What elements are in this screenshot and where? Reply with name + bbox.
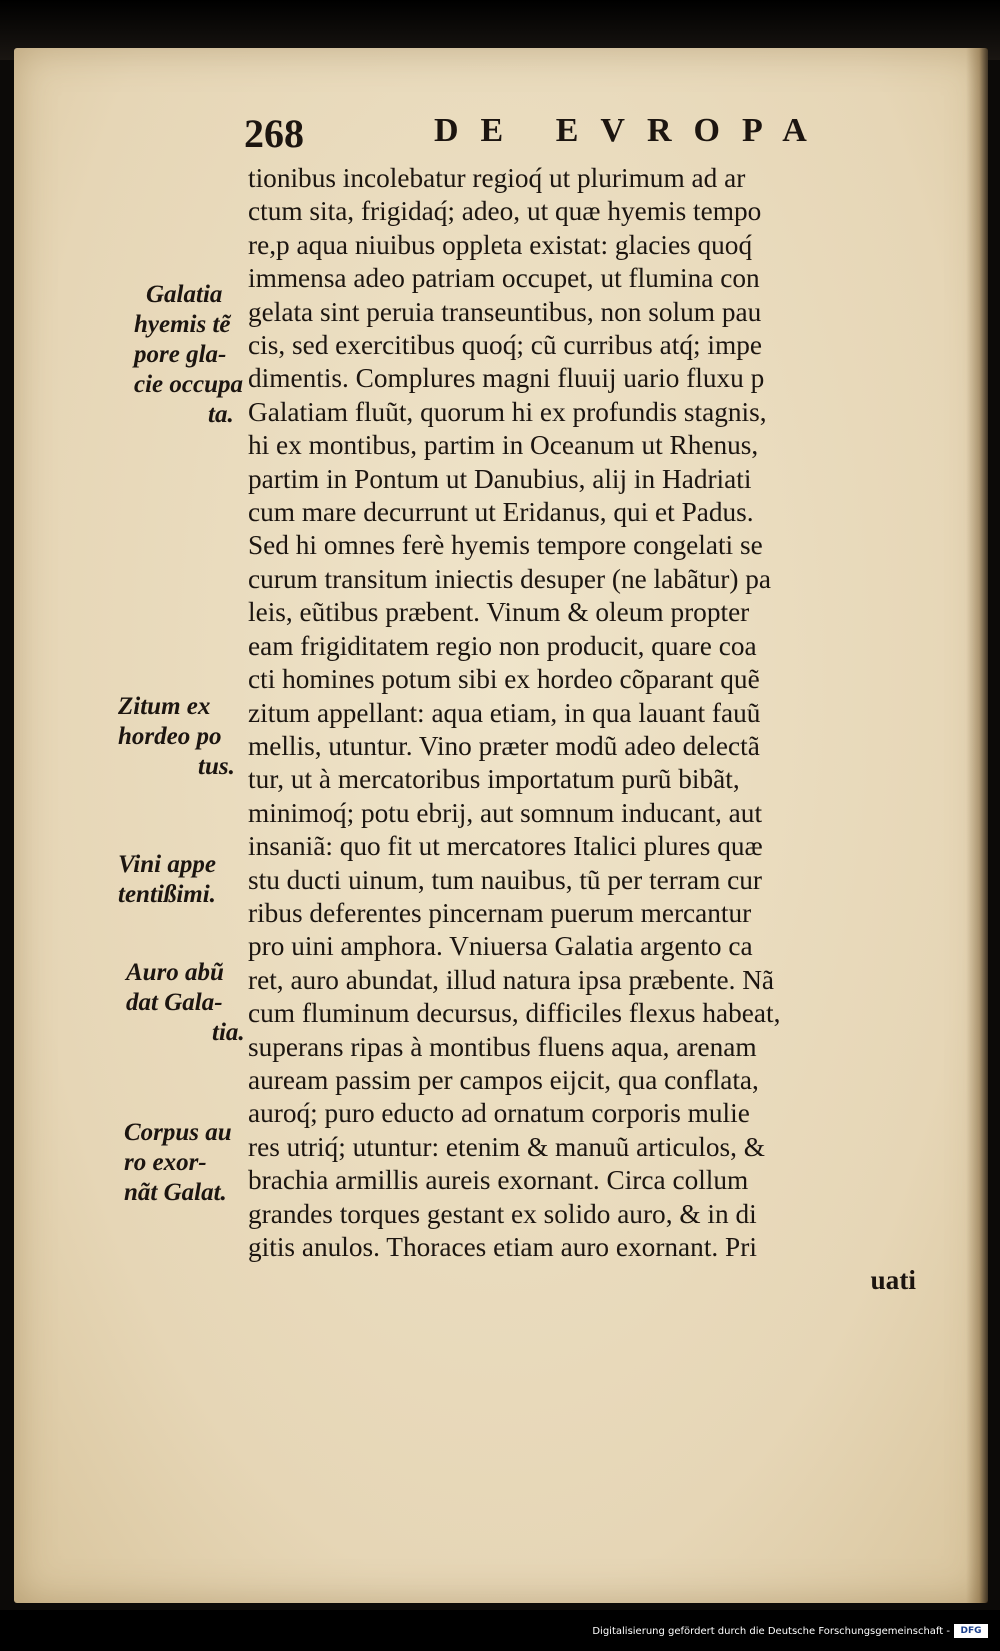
- marginal-note-zitum: [118, 692, 235, 782]
- text-line: res utriq́; utuntur: etenim & manuũ articulos, &: [248, 1131, 766, 1162]
- marginal-line: hordeo po: [118, 723, 222, 750]
- marginal-line: tus.: [198, 753, 235, 780]
- text-line: insaniã: quo fit ut mercatores Italici plures quæ: [248, 831, 763, 862]
- marginal-line: tentißimi.: [118, 881, 216, 908]
- text-line: eam frigiditatem regio non producit, quare coa: [248, 630, 757, 661]
- marginal-line: Zitum ex: [118, 693, 211, 720]
- text-line: leis, eũtibus præbent. Vinum & oleum propter: [248, 597, 750, 628]
- marginal-line: ta.: [208, 401, 234, 428]
- page-header: [244, 110, 844, 156]
- text-line: tur, ut à mercatoribus importatum purũ bibãt,: [248, 764, 740, 795]
- body-text: [248, 162, 916, 1298]
- marginal-line: pore gla-: [134, 341, 227, 368]
- marginal-line: dat Gala-: [126, 989, 223, 1016]
- text-line: hi ex montibus, partim in Oceanum ut Rhenus,: [248, 430, 759, 461]
- text-line: gitis anulos. Thoraces etiam auro exornant. Pri: [248, 1232, 757, 1262]
- text-line: zitum appellant: aqua etiam, in qua lauant fauũ: [248, 697, 761, 728]
- marginal-line: hyemis tẽ: [134, 311, 231, 338]
- marginal-line: Corpus au: [124, 1119, 232, 1146]
- marginal-note-galatia-hyemis: [134, 280, 243, 430]
- text-line: cum fluminum decursus, difficiles flexus habeat,: [248, 998, 781, 1029]
- marginal-line: Auro abũ: [126, 959, 224, 986]
- catchword: uati: [870, 1265, 916, 1296]
- text-line: Galatiam fluũt, quorum hi ex profundis stagnis,: [248, 396, 767, 427]
- marginal-line: tia.: [212, 1019, 245, 1046]
- text-line: tionibus incolebatur regioq́ ut plurimum ad ar: [248, 163, 746, 193]
- marginal-line: Vini appe: [118, 851, 216, 878]
- text-line: auroq́; puro educto ad ornatum corporis mulie: [248, 1098, 750, 1129]
- text-line: gelata sint peruia transeuntibus, non solum pau: [248, 296, 762, 327]
- dfg-logo: DFG: [954, 1624, 988, 1638]
- marginal-line: cie occupa: [134, 371, 243, 398]
- marginal-note-vini: [118, 850, 216, 910]
- text-line: ret, auro abundat, illud natura ipsa præbente. Nã: [248, 964, 775, 995]
- footer-credit: Digitalisierung gefördert durch die Deutsche Forschungsgemeinschaft -: [592, 1626, 950, 1637]
- text-line: minimoq́; potu ebrij, aut somnum inducant, aut: [248, 797, 763, 828]
- text-line: auream passim per campos eijcit, qua conflata,: [248, 1064, 759, 1095]
- marginal-line: nãt Galat.: [124, 1179, 227, 1206]
- text-line: ctum sita, frigidaq́; adeo, ut quæ hyemis tempo: [248, 196, 762, 227]
- text-line: brachia armillis aureis exornant. Circa collum: [248, 1165, 749, 1196]
- text-line: curum transitum iniectis desuper (ne labãtur) pa: [248, 563, 772, 594]
- text-line: re,p aqua niuibus oppleta existat: glacies quoq́: [248, 229, 753, 260]
- text-line: immensa adeo patriam occupet, ut flumina con: [248, 263, 760, 294]
- running-title: DE EVROPA: [434, 112, 829, 149]
- text-line: cti homines potum sibi ex hordeo cõparant quẽ: [248, 664, 760, 695]
- text-line: mellis, utuntur. Vino præter modũ adeo delectã: [248, 730, 760, 761]
- page-edge-shadow: [966, 48, 988, 1603]
- text-line: partim in Pontum ut Danubius, alij in Hadriati: [248, 463, 752, 494]
- text-line: pro uini amphora. Vniuersa Galatia argento ca: [248, 931, 753, 962]
- marginal-line: ro exor-: [124, 1149, 207, 1176]
- page-number: 268: [244, 111, 304, 156]
- marginal-note-auro: [126, 958, 245, 1048]
- text-line: Sed hi omnes ferè hyemis tempore congelati se: [248, 530, 763, 561]
- text-line: stu ducti uinum, tum nauibus, tũ per terram cur: [248, 864, 762, 895]
- text-line: dimentis. Complures magni fluuij uario fluxu p: [248, 363, 765, 394]
- text-line: superans ripas à montibus fluens aqua, arenam: [248, 1031, 757, 1062]
- text-line: cum mare decurrunt ut Eridanus, qui et Padus.: [248, 497, 754, 528]
- text-line: cis, sed exercitibus quoq́; cũ curribus atq́; impe: [248, 330, 762, 361]
- marginal-line: Galatia: [146, 281, 223, 308]
- text-line: ribus deferentes pincernam puerum mercantur: [248, 897, 752, 928]
- text-line: grandes torques gestant ex solido auro, & in di: [248, 1198, 757, 1229]
- marginal-note-corpus: [124, 1118, 232, 1208]
